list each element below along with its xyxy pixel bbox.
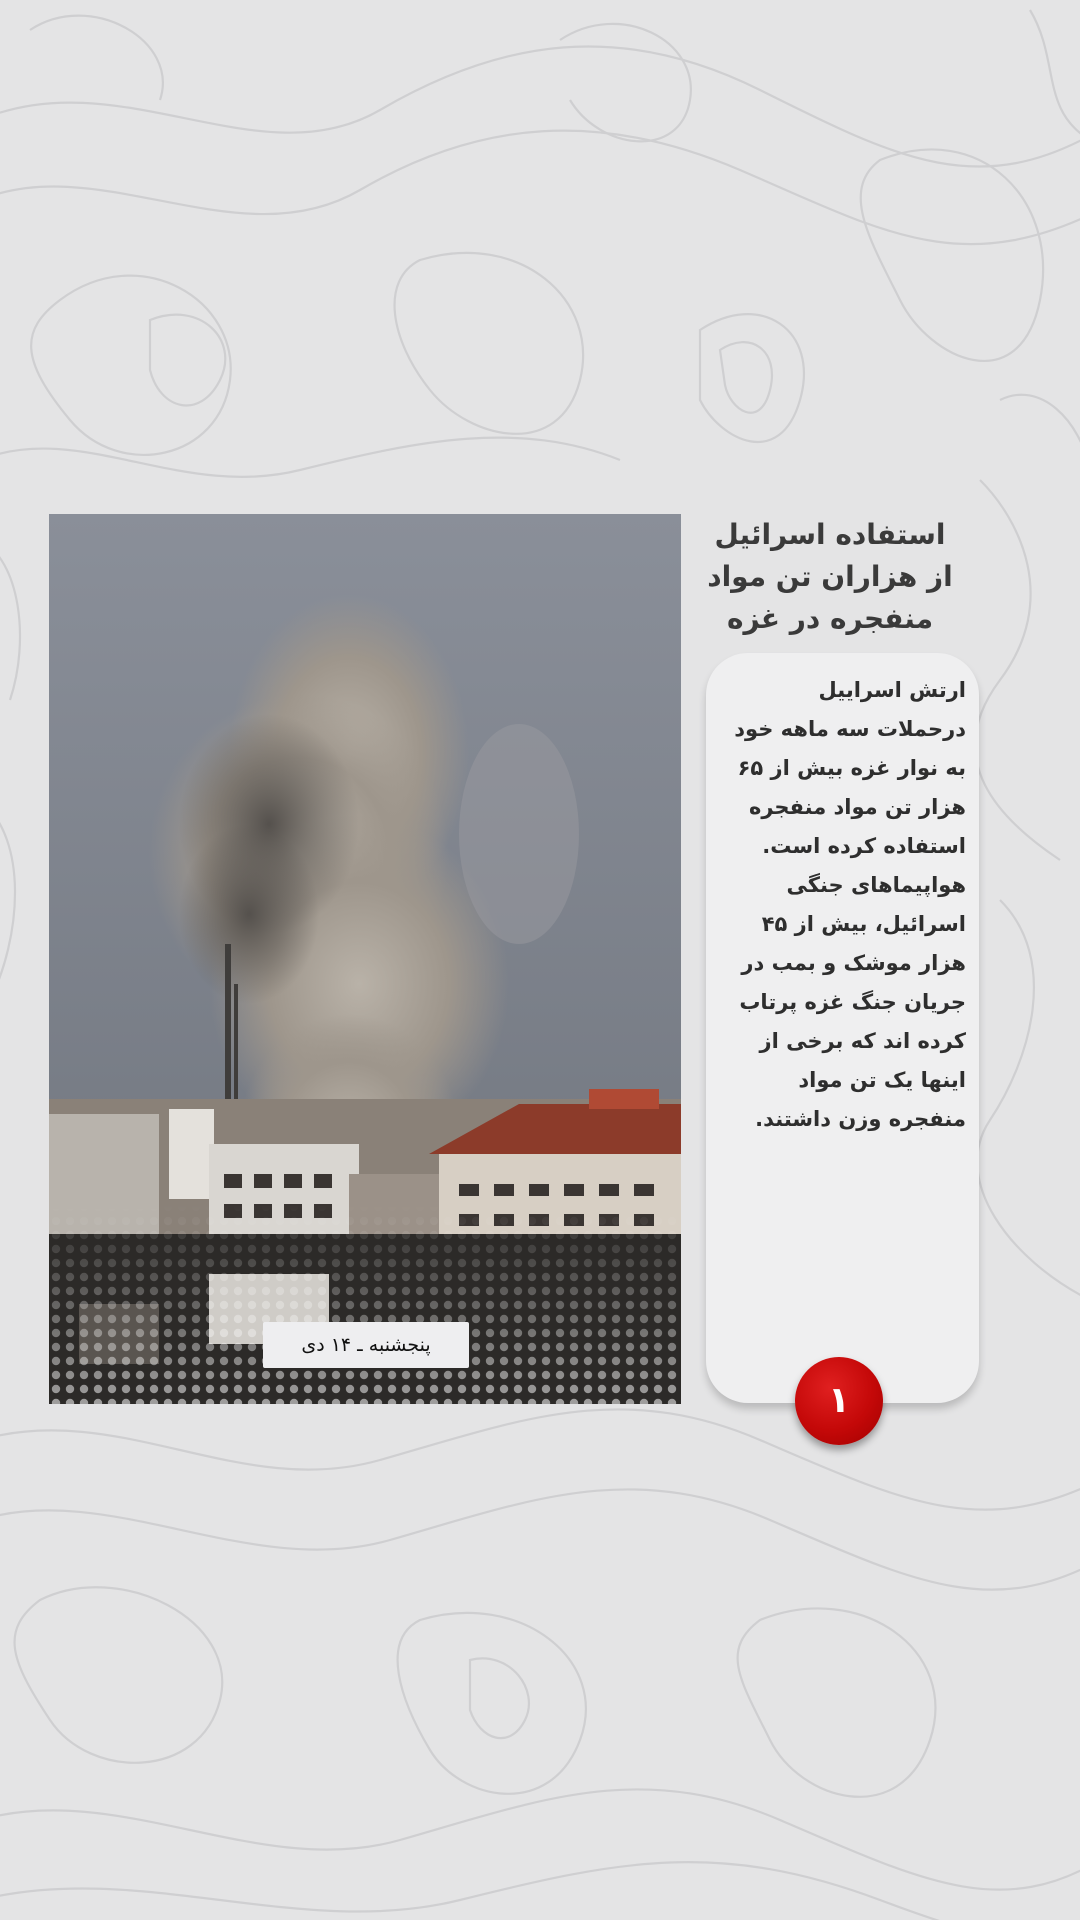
article-card [706, 653, 979, 1403]
headline: استفاده اسرائیل از هزاران تن مواد منفجره در غزه [707, 518, 953, 635]
article-body: ارتش اسراییل درحملات سه ماهه خود به نوار غزه بیش از ۶۵ هزار تن مواد منفجره استفاده کرده است. هواپیماهای جنگی اسرائیل، بیش از ۴۵ هزار موشک و بمب در جریان جنگ غزه پرتاب کرده اند که برخی از اینها یک تن مواد منفجره وزن داشتند. [734, 678, 966, 1131]
news-photo [49, 514, 681, 1404]
date-label: پنجشنبه ـ ۱۴ دی [263, 1322, 469, 1368]
page-number-badge: ۱ [795, 1357, 883, 1445]
explosion-smoke-photo-icon [49, 514, 681, 1404]
